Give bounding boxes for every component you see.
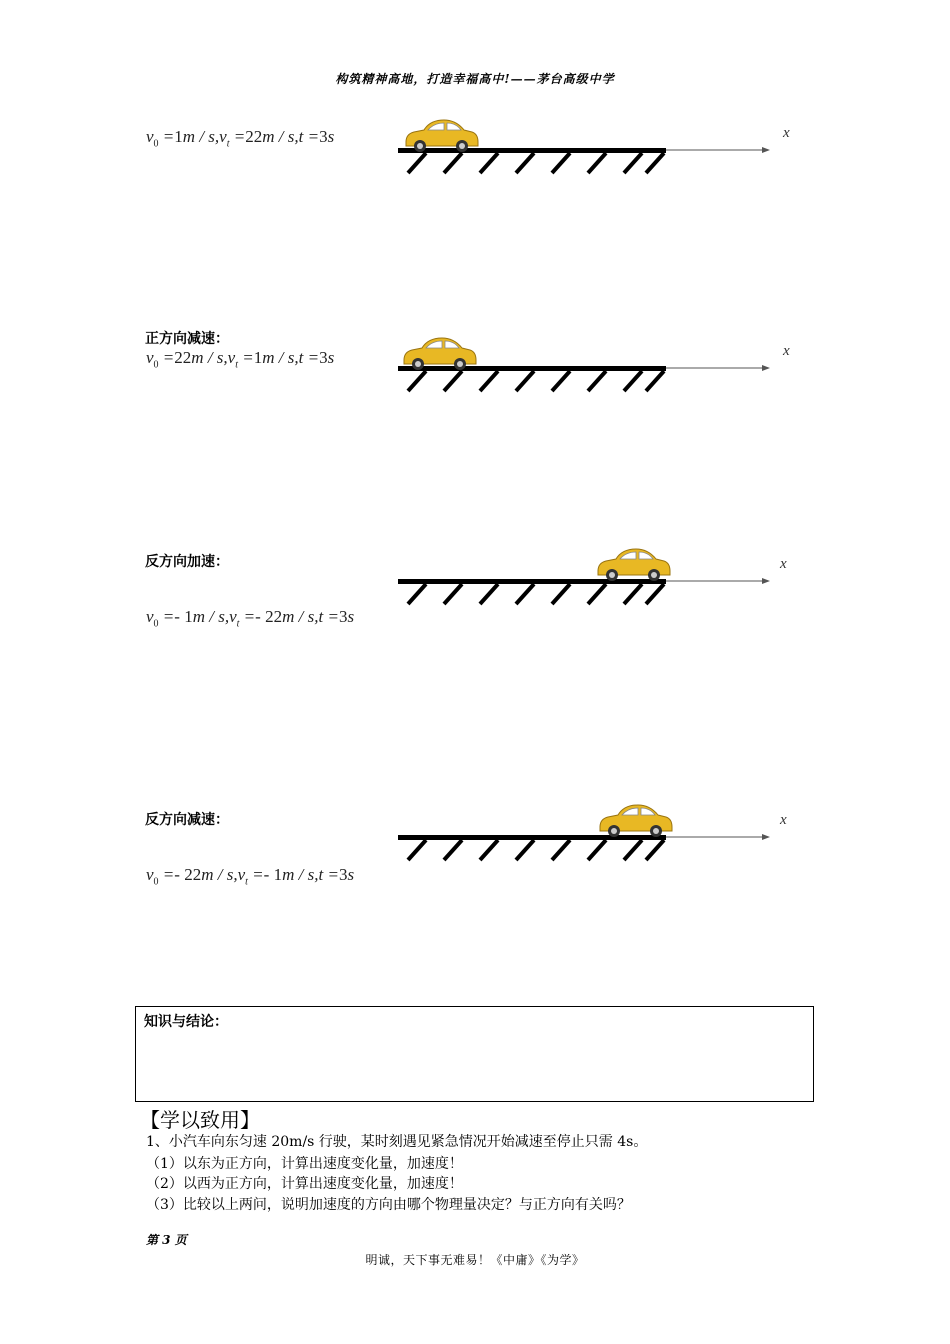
t-value-2: 3 bbox=[319, 348, 328, 367]
x-axis-label-1: x bbox=[783, 125, 790, 141]
vt-value-3: - 22 bbox=[255, 607, 283, 626]
car-scene-3 bbox=[398, 546, 798, 616]
car-icon bbox=[598, 549, 670, 581]
car-scene-4 bbox=[398, 802, 798, 872]
car-icon bbox=[404, 338, 476, 370]
formula-1: $v_0 =1m / s,v_t =22m / s,t =3s$ bbox=[146, 127, 335, 150]
x-axis-arrow bbox=[666, 147, 770, 153]
conclusion-title: 知识与结论： bbox=[144, 1014, 228, 1030]
t-value-3: 3 bbox=[338, 607, 348, 626]
ground-hatching bbox=[398, 366, 666, 391]
car-icon bbox=[600, 805, 672, 837]
vt-value-2: 1 bbox=[253, 348, 263, 367]
v0-value-4: - 22 bbox=[174, 865, 202, 884]
vt-value-4: - 1 bbox=[263, 865, 283, 884]
t-value-1: 3 bbox=[319, 127, 328, 146]
car-diagram-4 bbox=[398, 802, 798, 872]
page-header: 构筑精神高地，打造幸福高中!——茅台高级中学 bbox=[335, 72, 615, 86]
car-icon bbox=[406, 120, 478, 152]
formula-2: $v_0 =22m / s,v_t =1m / s,t =3s$ bbox=[146, 348, 335, 371]
section-label-2: 正方向减速： bbox=[145, 331, 229, 347]
x-axis-label-4: x bbox=[780, 812, 787, 828]
x-axis-arrow bbox=[666, 834, 770, 840]
ground-hatching bbox=[398, 835, 666, 860]
v0-value-3: - 1 bbox=[174, 607, 193, 626]
ground-hatching bbox=[398, 579, 666, 604]
t-value-4: 3 bbox=[338, 865, 348, 884]
section-label-3: 反方向加速： bbox=[145, 554, 229, 570]
formula-3: $v_0 =- 1m / s,v_t =- 22m / s,t =3s$ bbox=[146, 607, 355, 630]
page-number: 第 3 页 bbox=[146, 1233, 187, 1247]
page-footer: 明诚，天下事无难易！《中庸》《为学》 bbox=[365, 1253, 585, 1267]
application-part-3: （3）比较以上两问，说明加速度的方向由哪个物理量决定？与正方向有关吗？ bbox=[146, 1197, 631, 1213]
car-diagram-3 bbox=[398, 546, 798, 616]
car-diagram-1 bbox=[398, 115, 798, 185]
x-axis-label-3: x bbox=[780, 556, 787, 572]
application-part-2: （2）以西为正方向，计算出速度变化量，加速度！ bbox=[146, 1176, 463, 1192]
formula-4: $v_0 =- 22m / s,v_t =- 1m / s,t =3s$ bbox=[146, 865, 355, 888]
car-scene-1 bbox=[398, 115, 798, 185]
ground-hatching bbox=[398, 148, 666, 173]
x-axis-label-2: x bbox=[783, 343, 790, 359]
v0-value-2: 22 bbox=[174, 348, 192, 367]
car-diagram-2 bbox=[398, 333, 798, 403]
vt-value-1: 22 bbox=[245, 127, 263, 146]
x-axis-arrow bbox=[666, 578, 770, 584]
application-question: 1、小汽车向东匀速 20m/s 行驶，某时刻遇见紧急情况开始减速至停止只需 4s。 bbox=[146, 1134, 648, 1150]
section-label-4: 反方向减速： bbox=[145, 812, 229, 828]
x-axis-arrow bbox=[666, 365, 770, 371]
application-part-1: （1）以东为正方向，计算出速度变化量，加速度！ bbox=[146, 1156, 463, 1172]
car-scene-2 bbox=[398, 333, 798, 403]
v0-value-1: 1 bbox=[174, 127, 183, 146]
application-title: 【学以致用】 bbox=[140, 1108, 260, 1132]
conclusion-box[interactable] bbox=[135, 1006, 814, 1102]
